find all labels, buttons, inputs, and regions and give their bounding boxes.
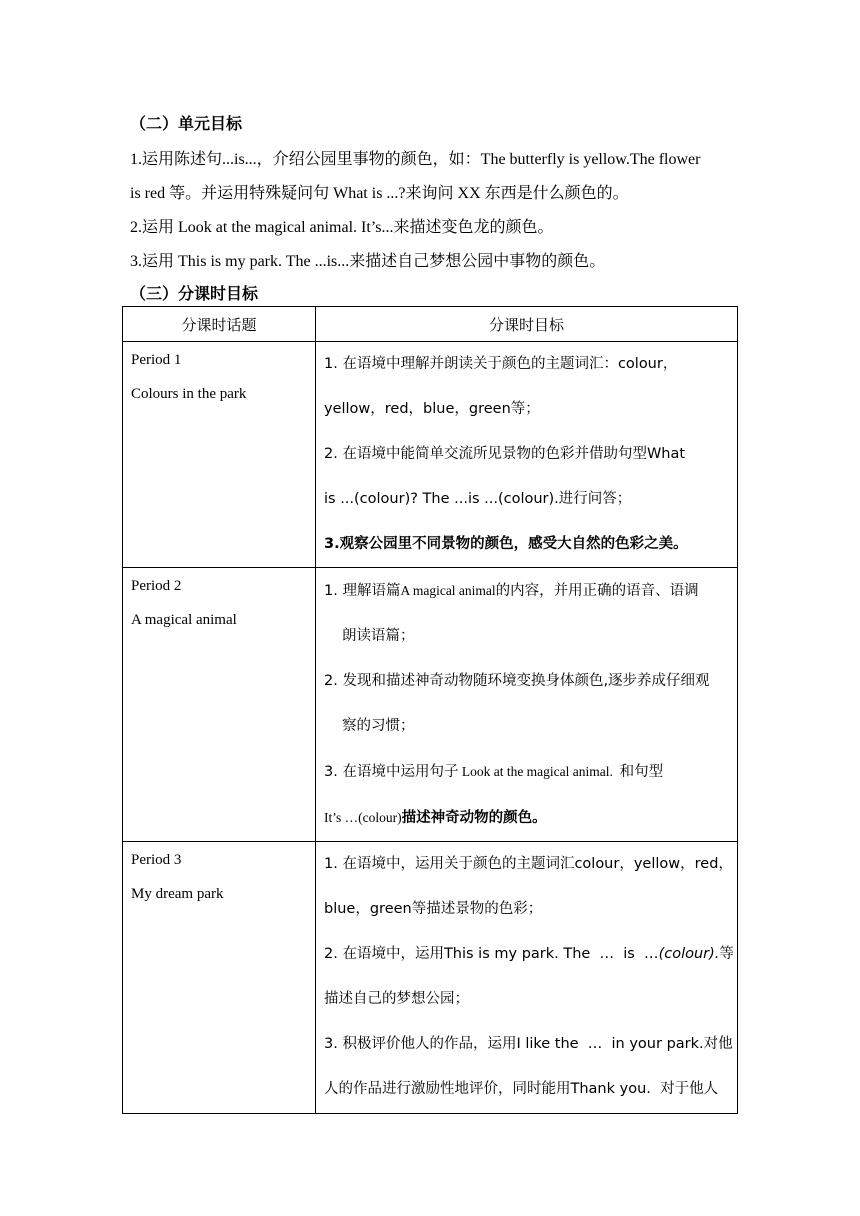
- table-row: [123, 842, 738, 1114]
- goal-text: 2. 在语境中，运用This is my park. The … is …: [324, 946, 659, 962]
- table-row: [123, 342, 738, 568]
- goals-cell: [316, 842, 738, 1114]
- header-goals: 分课时目标: [316, 307, 738, 342]
- section-heading-period-goals: （三）分课时目标: [130, 284, 259, 303]
- goal-text: 3. 在语境中运用句子: [324, 764, 459, 780]
- goal-text: 和句型: [619, 764, 664, 780]
- table-header-row: [123, 307, 738, 342]
- period-topic: My dream park: [131, 886, 224, 902]
- goal-text: 描述神奇动物的颜色。: [401, 810, 547, 826]
- goals-cell: [316, 568, 738, 842]
- goal-line: 描述自己的梦想公园；: [324, 991, 469, 1007]
- period-goals-table: [122, 306, 738, 1114]
- goal-line: [316, 795, 737, 841]
- period-topic: A magical animal: [131, 612, 237, 628]
- goal-line: 3.观察公园里不同景物的颜色，感受大自然的色彩之美。: [324, 536, 688, 552]
- period-cell: [123, 568, 316, 842]
- goal-line: 3. 积极评价他人的作品，运用I like the … in your park.对他: [324, 1036, 733, 1052]
- unit-goal-line-3: 2.运用 Look at the magical animal. It’s...来描述变色龙的颜色。: [130, 219, 554, 236]
- goal-line: [316, 932, 737, 977]
- period-label: Period 1: [131, 352, 182, 368]
- goal-text: 等: [719, 946, 734, 962]
- goal-line: blue，green等描述景物的色彩；: [324, 901, 543, 917]
- period-cell: [123, 342, 316, 568]
- goal-text: 的内容，并用正确的语音、语调: [495, 583, 699, 599]
- section-heading-unit-goals: （二）单元目标: [130, 114, 243, 133]
- goal-line: 2. 发现和描述神奇动物随环境变换身体颜色,逐步养成仔细观: [324, 673, 710, 689]
- goal-line: [316, 568, 737, 614]
- period-topic: Colours in the park: [131, 386, 247, 402]
- unit-goal-line-4: 3.运用 This is my park. The ...is...来描述自己梦想公园中事物的颜色。: [130, 253, 606, 270]
- goal-text-italic: (colour).: [658, 946, 720, 962]
- unit-goal-line-1: 1.运用陈述句...is...，介绍公园里事物的颜色，如：The butterfly is yellow.The flower: [130, 151, 701, 168]
- goal-text-english: A magical animal: [400, 583, 496, 598]
- goal-text-english: Look at the magical animal.: [458, 764, 620, 779]
- goal-line: [316, 749, 737, 795]
- goal-line: 2. 在语境中能简单交流所见景物的色彩并借助句型What: [324, 446, 686, 462]
- goal-text: 1. 理解语篇: [324, 583, 401, 599]
- goal-line: is ...(colour)? The ...is ...(colour).进行问答；: [324, 491, 632, 507]
- goal-line: yellow，red，blue，green等；: [324, 401, 540, 417]
- goal-line: 1. 在语境中，运用关于颜色的主题词汇colour，yellow，red，: [324, 856, 733, 872]
- goal-text-english: It’s …(colour): [324, 810, 402, 825]
- period-label: Period 2: [131, 578, 182, 594]
- period-label: Period 3: [131, 852, 182, 868]
- table-row: [123, 568, 738, 842]
- goal-line: 朗读语篇；: [342, 628, 415, 644]
- unit-goal-line-2: is red 等。并运用特殊疑问句 What is ...?来询问 XX 东西是什么颜色的。: [130, 185, 629, 202]
- goal-line: 察的习惯；: [342, 718, 415, 734]
- goals-cell: [316, 342, 738, 568]
- header-topic: 分课时话题: [123, 307, 316, 342]
- period-cell: [123, 842, 316, 1114]
- goal-line: 1. 在语境中理解并朗读关于颜色的主题词汇：colour，: [324, 356, 678, 372]
- goal-line: 人的作品进行激励性地评价，同时能用Thank you. 对于他人: [324, 1081, 719, 1097]
